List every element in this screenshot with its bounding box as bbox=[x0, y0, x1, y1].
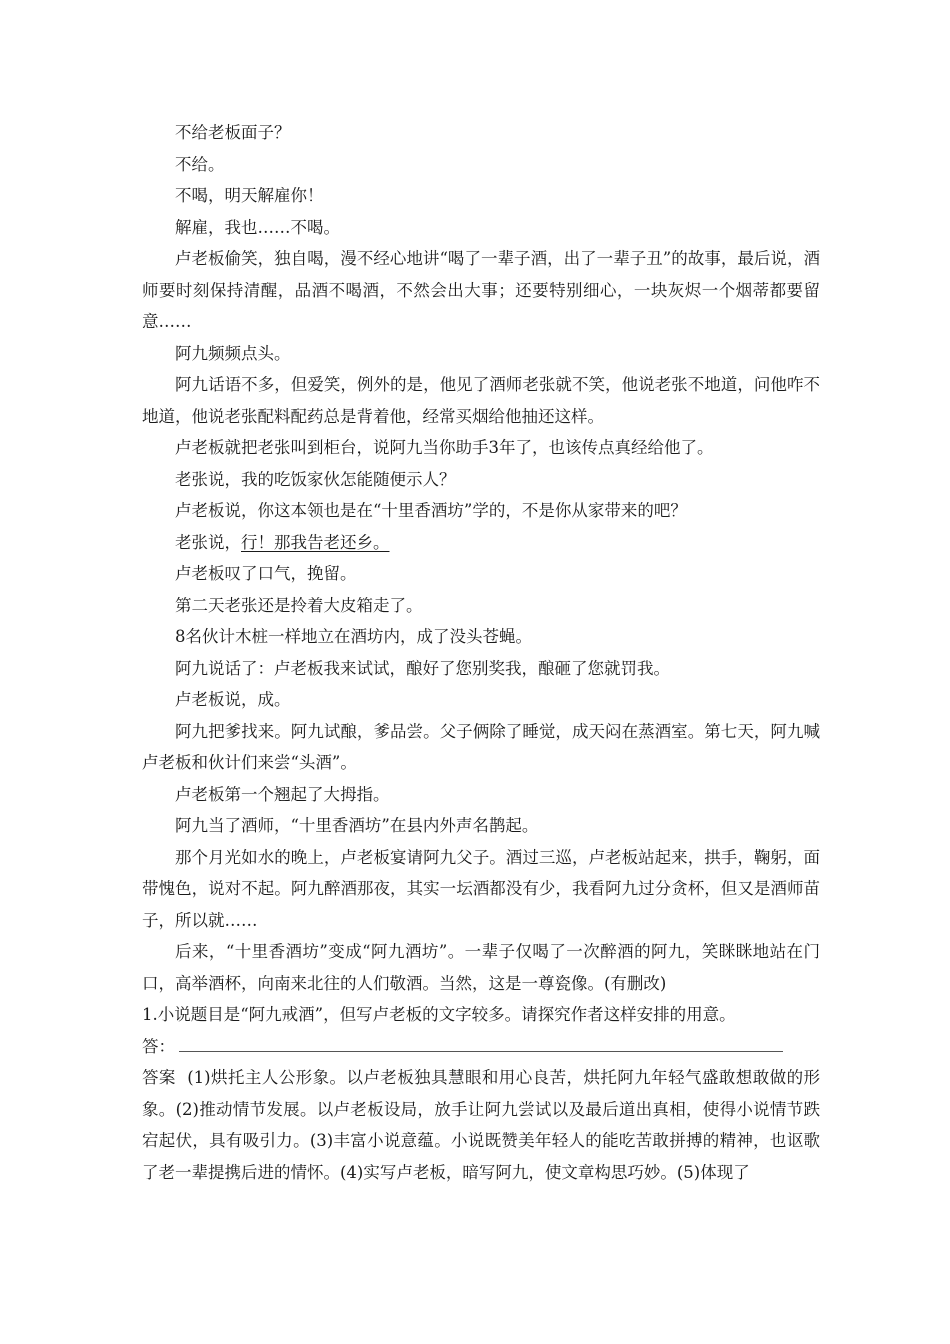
text-prefix: 老张说， bbox=[175, 532, 241, 552]
paragraph: 卢老板说，你这本领也是在“十里香酒坊”学的，不是你从家带来的吧？ bbox=[175, 501, 687, 520]
paragraph: 阿九当了酒师，“十里香酒坊”在县内外声名鹊起。 bbox=[175, 816, 539, 835]
story-body bbox=[142, 117, 820, 1188]
paragraph: 后来，“十里香酒坊”变成“阿九酒坊”。一辈子仅喝了一次醉酒的阿九，笑眯眯地站在门口，高举酒杯，向南来北往的人们敬酒。当然，这是一尊瓷像。(有删改) bbox=[142, 942, 820, 993]
paragraph: 卢老板说，成。 bbox=[175, 690, 291, 709]
paragraph: 卢老板叹了口气，挽留。 bbox=[175, 564, 357, 583]
answer-text: (1)烘托主人公形象。以卢老板独具慧眼和用心良苦，烘托阿九年轻气盛敢想敢做的形象。(2)推动情节发展。以卢老板设局，放手让阿九尝试以及最后道出真相，使得小说情节跌宕起伏，具有吸引力。(3)丰富小说意蕴。小说既赞美年轻人的能吃苦敢拼搏的精神，也讴歌了老一辈提携后进的情怀。(4)实写卢老板，暗写阿九，使文章构思巧妙。(5)体现了 bbox=[142, 1068, 821, 1182]
paragraph: 阿九把爹找来。阿九试酿，爹品尝。父子俩除了睡觉，成天闷在蒸酒室。第七天，阿九喊卢老板和伙计们来尝“头酒”。 bbox=[142, 721, 820, 772]
paragraph: 不给老板面子？ bbox=[175, 123, 291, 142]
answer-prompt: 答： bbox=[142, 1036, 175, 1056]
paragraph: 卢老板第一个翘起了大拇指。 bbox=[175, 784, 390, 804]
paragraph: 老张说，我的吃饭家伙怎能随便示人？ bbox=[175, 469, 456, 489]
paragraph: 8名伙计木桩一样地立在酒坊内，成了没头苍蝇。 bbox=[175, 627, 532, 646]
paragraph: 不给。 bbox=[175, 154, 225, 174]
underlined-text: 行！那我告老还乡。 bbox=[241, 532, 390, 552]
paragraph: 卢老板就把老张叫到柜台，说阿九当你助手3年了，也该传点真经给他了。 bbox=[175, 438, 714, 457]
answer-blank-line[interactable] bbox=[179, 1035, 783, 1052]
paragraph: 阿九话语不多，但爱笑，例外的是，他见了酒师老张就不笑，他说老张不地道，问他咋不地道，他说老张配料配药总是背着他，经常买烟给他抽还这样。 bbox=[142, 375, 820, 426]
answer-label: 答案 bbox=[142, 1068, 176, 1087]
answer-block bbox=[142, 1062, 820, 1188]
answer-prompt-row bbox=[142, 1031, 820, 1063]
paragraph: 第二天老张还是拎着大皮箱走了。 bbox=[175, 595, 423, 615]
question: 1.小说题目是“阿九戒酒”，但写卢老板的文字较多。请探究作者这样安排的用意。 bbox=[142, 1005, 736, 1024]
paragraph-underlined bbox=[142, 527, 820, 559]
paragraph: 卢老板偷笑，独自喝，漫不经心地讲“喝了一辈子酒，出了一辈子丑”的故事，最后说，酒师要时刻保持清醒，品酒不喝酒，不然会出大事；还要特别细心，一块灰烬一个烟蒂都要留意…… bbox=[142, 249, 820, 331]
paragraph: 解雇，我也……不喝。 bbox=[175, 217, 340, 237]
paragraph: 那个月光如水的晚上，卢老板宴请阿九父子。酒过三巡，卢老板站起来，拱手，鞠躬，面带愧色，说对不起。阿九醉酒那夜，其实一坛酒都没有少，我看阿九过分贪杯，但又是酒师苗子，所以就…… bbox=[142, 847, 820, 930]
paragraph: 阿九频频点头。 bbox=[175, 343, 291, 363]
paragraph: 不喝，明天解雇你！ bbox=[175, 186, 324, 205]
paragraph: 阿九说话了：卢老板我来试试，酿好了您别奖我，酿砸了您就罚我。 bbox=[175, 658, 670, 678]
